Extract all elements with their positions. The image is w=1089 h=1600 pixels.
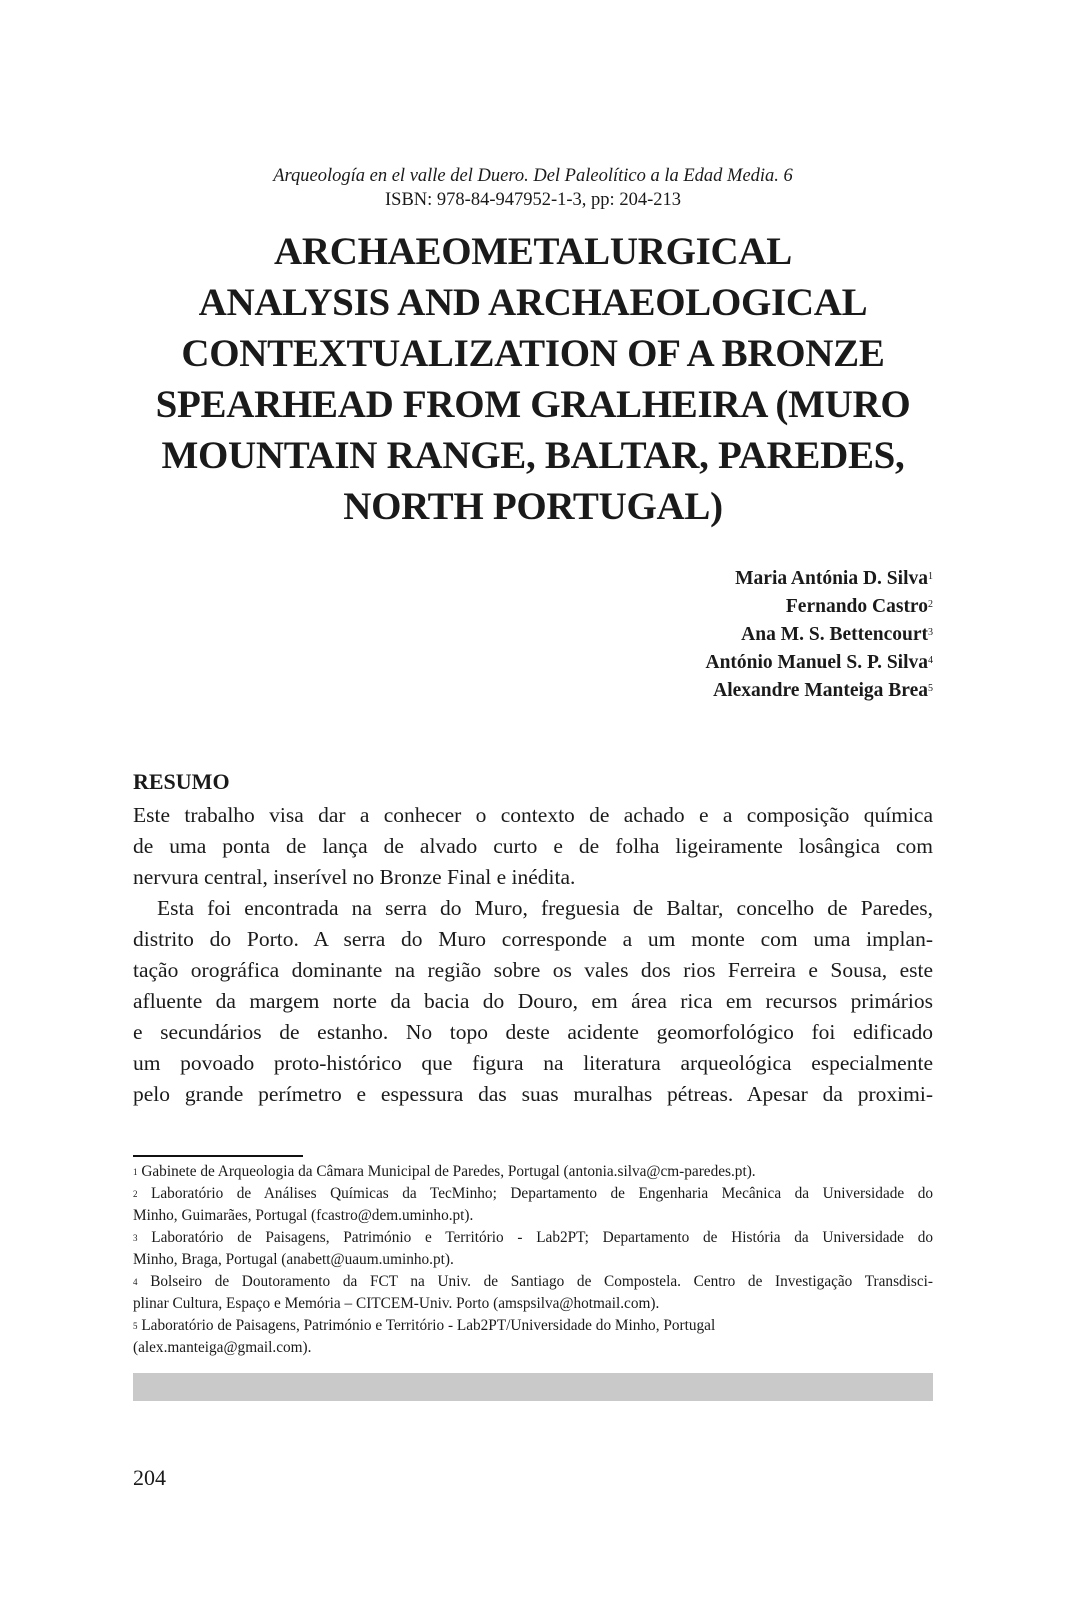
footnote-2-cont: Minho, Guimarães, Portugal (fcastro@dem.uminho.pt). [133, 1207, 474, 1224]
running-header-isbn: ISBN: 978-84-947952-1-3, pp: 204-213 [385, 190, 681, 210]
resumo-body [133, 800, 933, 1110]
author-list [706, 565, 934, 705]
author: Fernando Castro$^2$ [785, 596, 933, 617]
footnote-2: $^2$ Laboratório de Análises Químicas da TecMinho; Departamento de Engenharia Mecânica da Universidade do [133, 1185, 933, 1202]
body-line: tação orográfica dominante na região sobre os vales dos rios Ferreira e Sousa, este [133, 958, 933, 982]
body-line: um povoado proto-histórico que figura na literatura arqueológica especialmente [133, 1051, 933, 1075]
body-line: de uma ponta de lança de alvado curto e de folha ligeiramente losângica com [133, 834, 933, 858]
body-line: e secundários de estanho. No topo deste acidente geomorfológico foi edificado [133, 1020, 933, 1044]
running-header-series: Arqueología en el valle del Duero. Del Paleolítico a la Edad Media. 6 [273, 166, 793, 186]
body-line: afluente da margem norte da bacia do Douro, em área rica em recursos primários [133, 989, 933, 1013]
footnote-4: $^4$ Bolseiro de Doutoramento da FCT na Univ. de Santiago de Compostela. Centro de Investigação Transdisci- [133, 1273, 934, 1290]
footnotes [133, 1161, 933, 1359]
footnote-1: $^1$ Gabinete de Arqueologia da Câmara Municipal de Paredes, Portugal (antonia.silva@cm-paredes.pt). [133, 1163, 756, 1180]
footer-gray-bar [133, 1373, 933, 1401]
body-line: pelo grande perímetro e espessura das suas muralhas pétreas. Apesar da proximi- [133, 1082, 933, 1106]
footnote-3-cont: Minho, Braga, Portugal (anabett@uaum.uminho.pt). [133, 1251, 454, 1268]
body-line: nervura central, inserível no Bronze Final e inédita. [133, 865, 576, 889]
title-line: ANALYSIS AND ARCHAEOLOGICAL [198, 281, 868, 324]
author: António Manuel S. P. Silva$^4$ [705, 652, 933, 673]
footnote-separator [133, 1155, 303, 1157]
page-number: 204 [133, 1465, 166, 1490]
author: Ana M. S. Bettencourt$^3$ [741, 624, 933, 645]
title-line: ARCHAEOMETALURGICAL [274, 230, 792, 273]
footnote-5-cont: (alex.manteiga@gmail.com). [133, 1339, 312, 1356]
article-title [0, 226, 1066, 532]
footnote-3: $^3$ Laboratório de Paisagens, Património e Território - Lab2PT; Departamento de História da Universidade do [133, 1229, 933, 1246]
section-heading-resumo: RESUMO [133, 769, 230, 794]
footnote-4-cont: plinar Cultura, Espaço e Memória – CITCEM-Univ. Porto (amspsilva@hotmail.com). [133, 1295, 660, 1312]
title-line: CONTEXTUALIZATION OF A BRONZE [181, 332, 885, 375]
title-line: NORTH PORTUGAL) [343, 485, 723, 528]
title-line: MOUNTAIN RANGE, BALTAR, PAREDES, [161, 434, 905, 477]
body-line: distrito do Porto. A serra do Muro corresponde a um monte com uma implan- [133, 927, 933, 951]
title-line: SPEARHEAD FROM GRALHEIRA (MURO [155, 383, 911, 426]
body-line: Este trabalho visa dar a conhecer o contexto de achado e a composição química [133, 803, 933, 827]
author: Alexandre Manteiga Brea$^5$ [713, 680, 933, 701]
footnote-5: $^5$ Laboratório de Paisagens, Património e Território - Lab2PT/Universidade do Minho, Portugal [133, 1317, 716, 1334]
body-line: Esta foi encontrada na serra do Muro, freguesia de Baltar, concelho de Paredes, [157, 896, 933, 920]
author: Maria Antónia D. Silva$^1$ [735, 568, 933, 589]
